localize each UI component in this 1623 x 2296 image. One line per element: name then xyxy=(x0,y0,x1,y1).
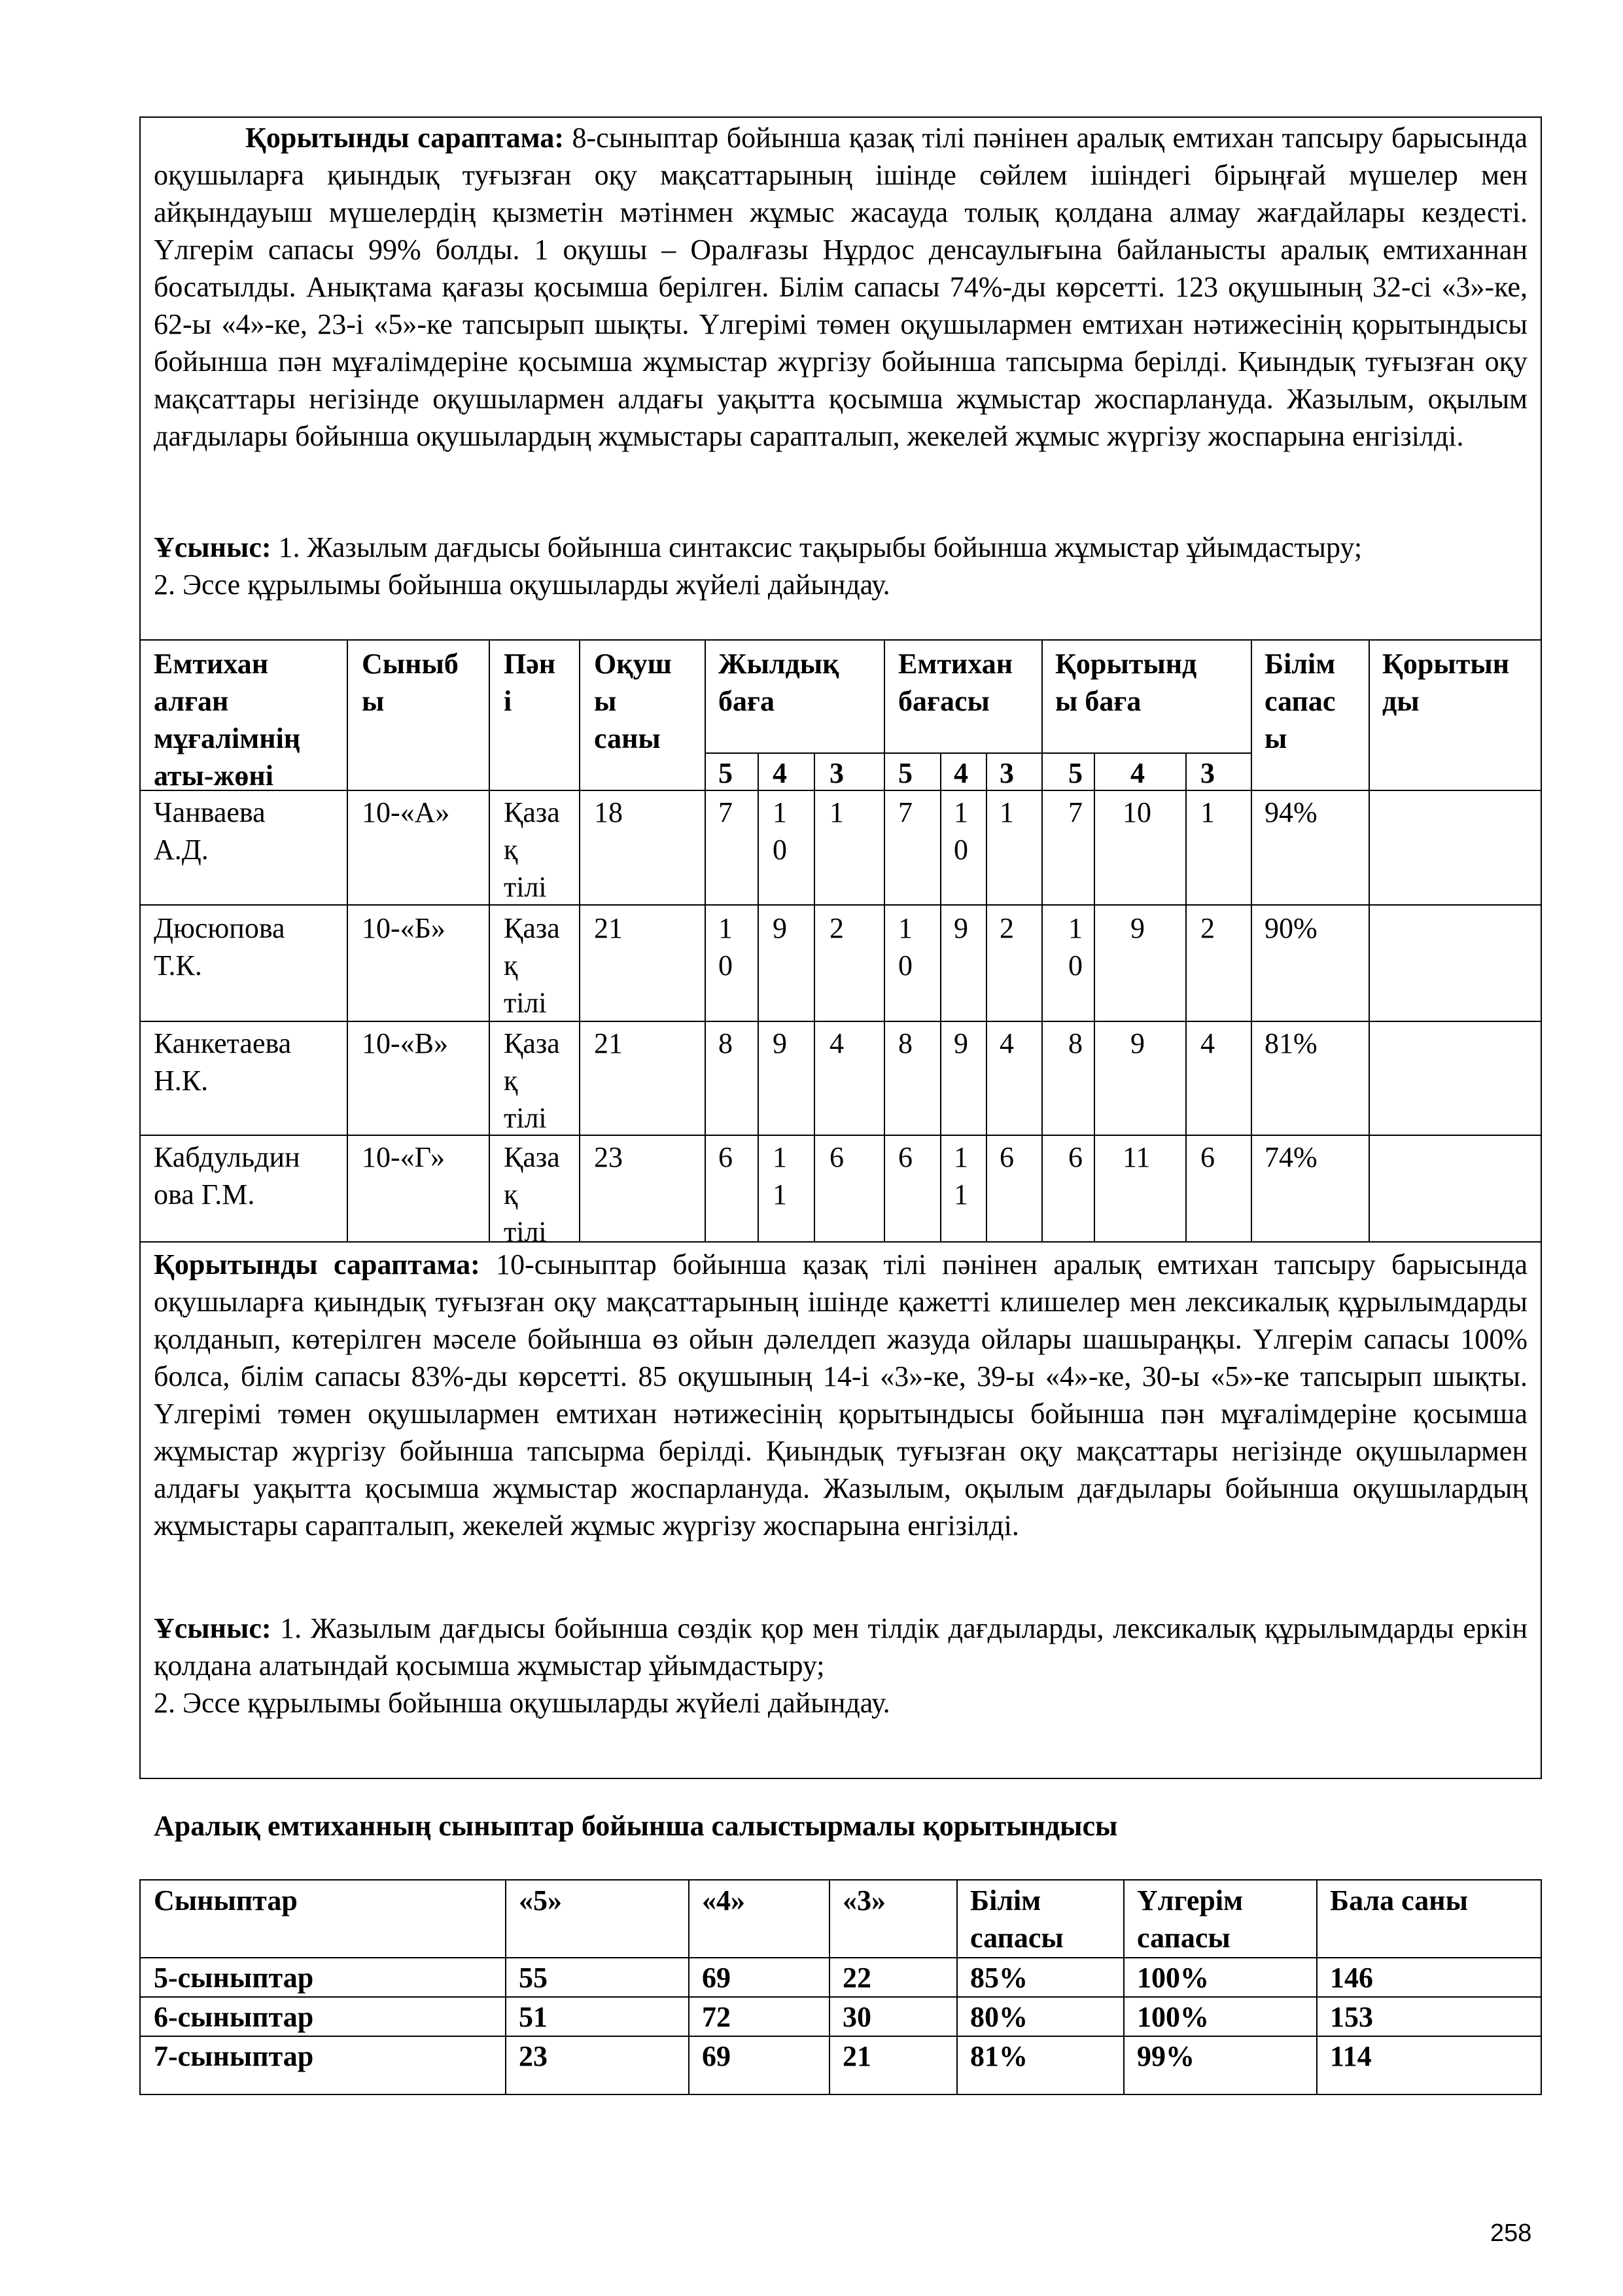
analysis-label-2: Қорытынды сараптама: xyxy=(154,1248,480,1280)
header-final: Қорытынд ы баға xyxy=(1055,648,1197,717)
comparison-title: Аралық емтиханның сыныптар бойынша салыстырмалы қорытындысы xyxy=(154,1810,1118,1842)
row1-e4: 1 0 xyxy=(954,796,968,866)
row4-a4: 1 1 xyxy=(773,1141,787,1210)
row2-teacher: Дюсюпова Т.К. xyxy=(154,912,285,981)
sub-final-4: 4 xyxy=(1130,757,1145,789)
cmp-header-classes: Сыныптар xyxy=(154,1884,298,1916)
cmp-row1-4: 69 xyxy=(702,1962,731,1994)
row2-subject: Қаза қ тілі xyxy=(504,912,560,1019)
header-subject: Пән і xyxy=(504,648,556,717)
analysis-text: 8-сыныптар бойынша қазақ тілі пәнінен аралық емтихан тапсыру барысында оқушыларға қиындық туғызған оқу мақсаттарының ішінде сөйлем ішіндегі бірыңғай мүшелер мен айқындауыш мүшелердің қызметін мәтінмен жұмыс жасауда толық қолдана алмау жағдайлары кездесті. Үлгерім сапасы 99% болды. 1 оқушы – Оралғазы Нұрдос денсаулығына байланысты аралық емтиханнан босатылды. Анықтама қағазы қосымша берілген. Білім сапасы 74%-ды көрсетті. 123 оқушының 32-сі «3»-ке, 62-ы «4»-ке, 23-і «5»-ке тапсырып шықты. Үлгерімі төмен оқушылармен емтихан нәтижесінің қорытындысы бойынша пән мұғалімдеріне қосымша жұмыстар жүргізу бойынша тапсырма берілді. Қиындық туғызған оқу мақсаттары негізінде оқушылармен алдағы уақытта қосымша жұмыстар жоспарлануда. Жазылым, оқылым дағдылары бойынша оқушылардың жұмыстары сарапталып, жекелей жұмыс жүргізу жоспарына енгізілді. xyxy=(154,122,1527,452)
row3-e4: 9 xyxy=(954,1027,968,1059)
row4-f3: 6 xyxy=(1200,1141,1215,1173)
recommendation-2-item-2: 2. Эссе құрылымы бойынша оқушыларды жүйелі дайындау. xyxy=(154,1687,890,1719)
sub-exam-4: 4 xyxy=(954,757,968,789)
cmp-row2-count: 153 xyxy=(1330,2001,1373,2033)
cmp-row1-5: 55 xyxy=(519,1962,548,1994)
row3-teacher: Канкетаева Н.К. xyxy=(154,1027,292,1097)
row4-a5: 6 xyxy=(718,1141,733,1173)
row1-f5: 7 xyxy=(1068,796,1083,828)
cmp-row2-class: 6-сыныптар xyxy=(154,2001,314,2033)
header-quality: Білім сапас ы xyxy=(1265,648,1336,754)
row1-subject: Қаза қ тілі xyxy=(504,796,560,903)
sub-final-5: 5 xyxy=(1068,757,1083,789)
row3-subject: Қаза қ тілі xyxy=(504,1027,560,1134)
row2-a5: 1 0 xyxy=(718,912,733,981)
row3-a5: 8 xyxy=(718,1027,733,1059)
cmp-row2-3: 30 xyxy=(843,2001,871,2033)
row2-a4: 9 xyxy=(773,912,787,944)
header-students: Оқуш ы саны xyxy=(594,648,672,754)
cmp-row3-3: 21 xyxy=(843,2040,871,2072)
recommendation-label-2: Ұсыныс: xyxy=(154,1612,271,1644)
row3-e3: 4 xyxy=(1000,1027,1014,1059)
row1-class: 10-«А» xyxy=(362,796,450,828)
row2-f4: 9 xyxy=(1130,912,1145,944)
cmp-row2-4: 72 xyxy=(702,2001,731,2033)
row1-e3: 1 xyxy=(1000,796,1014,828)
recommendation-item-1: 1. Жазылым дағдысы бойынша синтаксис тақырыбы бойынша жұмыстар ұйымдастыру; xyxy=(271,531,1363,563)
row1-e5: 7 xyxy=(898,796,913,828)
cmp-row2-progress: 100% xyxy=(1137,2001,1209,2033)
cmp-header-5: «5» xyxy=(519,1884,562,1916)
row4-subject: Қаза қ тілі xyxy=(504,1141,560,1248)
row3-students: 21 xyxy=(594,1027,623,1059)
row3-e5: 8 xyxy=(898,1027,913,1059)
sub-annual-3: 3 xyxy=(829,757,844,789)
row2-students: 21 xyxy=(594,912,623,944)
row2-f3: 2 xyxy=(1200,912,1215,944)
recommendation-item-2: 2. Эссе құрылымы бойынша оқушыларды жүйелі дайындау. xyxy=(154,569,890,601)
comparison-table xyxy=(139,1879,1542,2095)
row4-f5: 6 xyxy=(1068,1141,1083,1173)
row2-quality: 90% xyxy=(1265,912,1318,944)
row4-quality: 74% xyxy=(1265,1141,1318,1173)
cmp-header-progress: Үлгерім сапасы xyxy=(1137,1884,1244,1954)
row2-a3: 2 xyxy=(829,912,844,944)
header-teacher: Емтихан алған мұғалімнің аты-жөні xyxy=(154,648,301,792)
row1-a3: 1 xyxy=(829,796,844,828)
row1-a5: 7 xyxy=(718,796,733,828)
row3-a4: 9 xyxy=(773,1027,787,1059)
row2-e4: 9 xyxy=(954,912,968,944)
row2-e3: 2 xyxy=(1000,912,1014,944)
row1-quality: 94% xyxy=(1265,796,1318,828)
cmp-header-3: «3» xyxy=(843,1884,886,1916)
row3-quality: 81% xyxy=(1265,1027,1318,1059)
row1-f3: 1 xyxy=(1200,796,1215,828)
row4-e5: 6 xyxy=(898,1141,913,1173)
cmp-row1-progress: 100% xyxy=(1137,1962,1209,1994)
cmp-row1-class: 5-сыныптар xyxy=(154,1962,314,1994)
row4-e4: 1 1 xyxy=(954,1141,968,1210)
header-class: Сыныб ы xyxy=(362,648,459,717)
recommendation-10 xyxy=(154,1610,1527,1722)
row4-e3: 6 xyxy=(1000,1141,1014,1173)
recommendation-2-item-1: 1. Жазылым дағдысы бойынша сөздік қор мен тілдік дағдыларды, лексикалық құрылымдарды еркін қолдана алатындай қосымша жұмыстар ұйымдастыру; xyxy=(154,1612,1527,1682)
row4-teacher: Кабдульдин ова Г.М. xyxy=(154,1141,300,1210)
row4-a3: 6 xyxy=(829,1141,844,1173)
analysis-paragraph-10 xyxy=(154,1246,1527,1544)
sub-annual-5: 5 xyxy=(718,757,733,789)
sub-final-3: 3 xyxy=(1200,757,1215,789)
row1-a4: 1 0 xyxy=(773,796,787,866)
cmp-header-4: «4» xyxy=(702,1884,745,1916)
cmp-row1-quality: 85% xyxy=(970,1962,1028,1994)
analysis-label: Қорытынды сараптама: xyxy=(245,122,564,154)
sub-exam-3: 3 xyxy=(1000,757,1014,789)
cmp-row2-quality: 80% xyxy=(970,2001,1028,2033)
row3-class: 10-«В» xyxy=(362,1027,448,1059)
page-number: 258 xyxy=(1490,2219,1532,2247)
row3-a3: 4 xyxy=(829,1027,844,1059)
cmp-row3-5: 23 xyxy=(519,2040,548,2072)
recommendation-label: Ұсыныс: xyxy=(154,531,271,563)
cmp-row1-3: 22 xyxy=(843,1962,871,1994)
cmp-header-count: Бала саны xyxy=(1330,1884,1468,1916)
sub-annual-4: 4 xyxy=(773,757,787,789)
header-exam: Емтихан бағасы xyxy=(898,648,1013,717)
row3-f4: 9 xyxy=(1130,1027,1145,1059)
cmp-row3-count: 114 xyxy=(1330,2040,1372,2072)
row2-class: 10-«Б» xyxy=(362,912,445,944)
row1-students: 18 xyxy=(594,796,623,828)
row1-teacher: Чанваева А.Д. xyxy=(154,796,266,866)
header-annual: Жылдық баға xyxy=(718,648,839,717)
analysis-paragraph-8 xyxy=(154,119,1527,455)
cmp-row2-5: 51 xyxy=(519,2001,548,2033)
cmp-header-quality: Білім сапасы xyxy=(970,1884,1064,1954)
header-conclusion: Қорытын ды xyxy=(1382,648,1510,717)
row4-students: 23 xyxy=(594,1141,623,1173)
row1-f4: 10 xyxy=(1123,796,1151,828)
row4-f4: 11 xyxy=(1123,1141,1151,1173)
cmp-row3-quality: 81% xyxy=(970,2040,1028,2072)
row2-f5: 1 0 xyxy=(1068,912,1083,981)
analysis-text-2: 10-сыныптар бойынша қазақ тілі пәнінен аралық емтихан тапсыру барысында оқушыларға қиындық туғызған оқу мақсаттарының ішінде қажетті клишелер мен лексикалық құрылымдарды қолданып, көтерілген мәселе бойынша өз ойын дәлелдеп жазуда ойлары шашыраңқы. Үлгерім сапасы 100% болса, білім сапасы 83%-ды көрсетті. 85 оқушының 14-і «3»-ке, 39-ы «4»-ке, 30-ы «5»-ке тапсырып шықты. Үлгерімі төмен оқушылармен емтихан нәтижесінің қорытындысы бойынша пән мұғалімдеріне қосымша жұмыстар жүргізу бойынша тапсырма берілді. Қиындық туғызған оқу мақсаттары негізінде оқушылармен алдағы уақытта қосымша жұмыстар жоспарлануда. Жазылым, оқылым дағдылары бойынша оқушылардың жұмыстары сарапталып, жекелей жұмыс жүргізу жоспарына енгізілді. xyxy=(154,1248,1527,1542)
cmp-row3-class: 7-сыныптар xyxy=(154,2040,314,2072)
row4-class: 10-«Г» xyxy=(362,1141,445,1173)
sub-exam-5: 5 xyxy=(898,757,913,789)
row2-e5: 1 0 xyxy=(898,912,913,981)
cmp-row1-count: 146 xyxy=(1330,1962,1373,1994)
row3-f3: 4 xyxy=(1200,1027,1215,1059)
cmp-row3-progress: 99% xyxy=(1137,2040,1195,2072)
row3-f5: 8 xyxy=(1068,1027,1083,1059)
results-frame xyxy=(139,116,1542,1779)
cmp-row3-4: 69 xyxy=(702,2040,731,2072)
recommendation-8 xyxy=(154,529,1527,603)
